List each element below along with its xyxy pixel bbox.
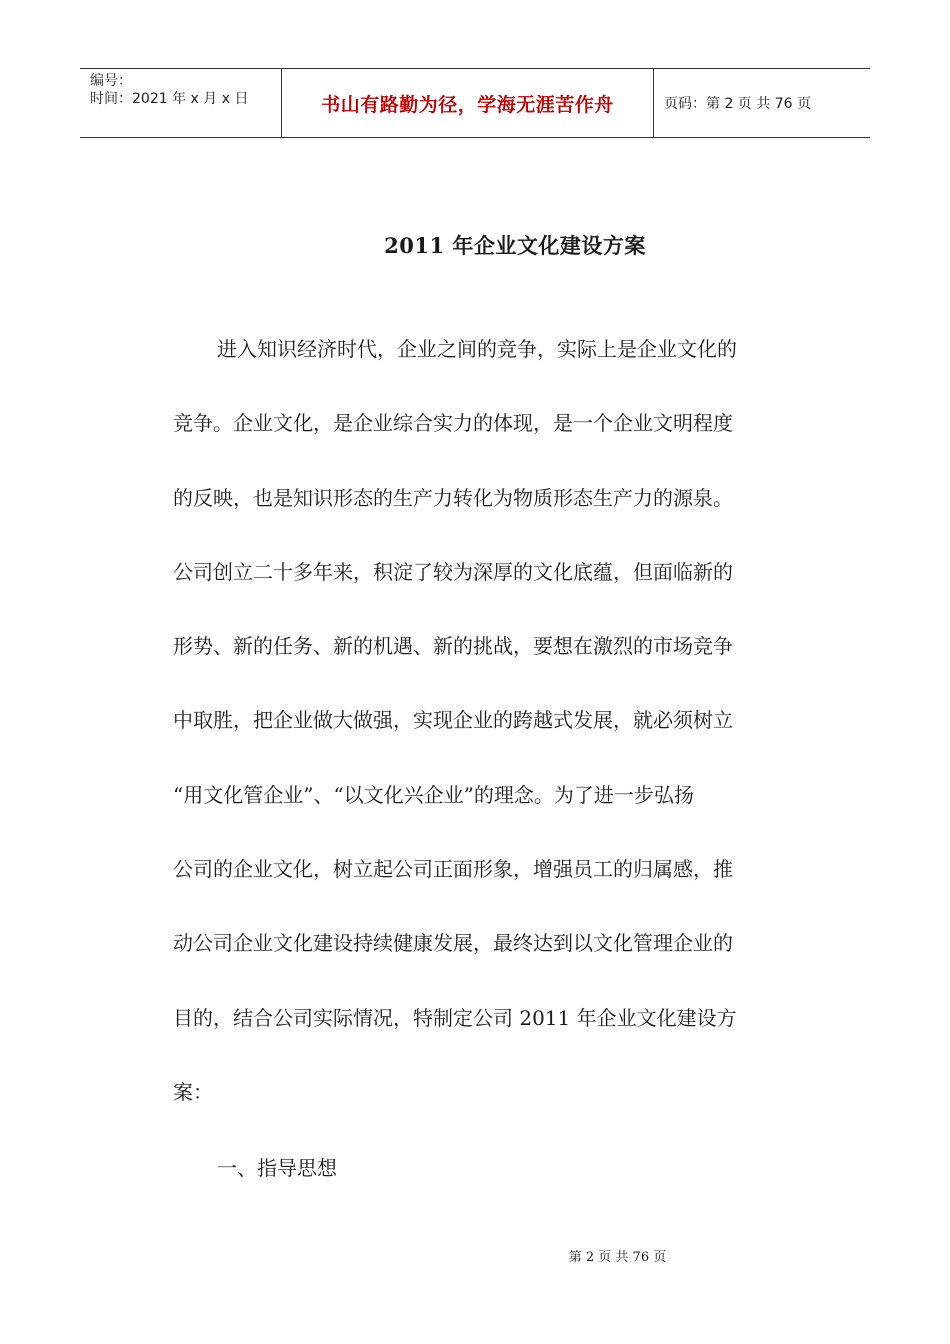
paragraph-line: 目的，结合公司实际情况，特制定公司 2011 年企业文化建设方 (173, 1005, 737, 1030)
header-page-info: 页码：第 2 页 共 76 页 (664, 96, 811, 112)
paragraph-line: 案： (173, 1079, 213, 1104)
page-footer: 第 2 页 共 76 页 (568, 1250, 667, 1265)
document-title: 2011 年企业文化建设方案 (384, 233, 646, 258)
code-label: 编号： (90, 73, 132, 89)
paragraph-line: 进入知识经济时代，企业之间的竞争，实际上是企业文化的 (217, 337, 737, 361)
header-motto-cell (282, 69, 654, 137)
paragraph-line: 动公司企业文化建设持续健康发展，最终达到以文化管理企业的 (173, 931, 733, 956)
header-meta-cell (80, 69, 282, 137)
paragraph-line: 公司的企业文化，树立起公司正面形象，增强员工的归属感，推 (173, 857, 733, 882)
paragraph-line: 公司创立二十多年来，积淀了较为深厚的文化底蕴，但面临新的 (173, 559, 733, 584)
paragraph-line: 的反映，也是知识形态的生产力转化为物质形态生产力的源泉。 (173, 485, 733, 510)
section-heading: 一、指导思想 (217, 1156, 337, 1180)
date-text: 时间：2021 年 x 月 x 日 (90, 91, 249, 107)
paragraph-line: 形势、新的任务、新的机遇、新的挑战，要想在激烈的市场竞争 (173, 634, 733, 659)
paragraph-line: 中取胜，把企业做大做强，实现企业的跨越式发展，就必须树立 (173, 708, 733, 733)
paragraph-line: “用文化管企业”、“以文化兴企业”的理念。为了进一步弘扬 (173, 782, 694, 807)
header-page-cell (654, 69, 870, 137)
body-paragraph (173, 312, 798, 1129)
page-header (80, 68, 870, 138)
motto-text: 书山有路勤为径，学海无涯苦作舟 (321, 93, 614, 116)
paragraph-line: 竞争。企业文化，是企业综合实力的体现，是一个企业文明程度 (173, 411, 733, 436)
